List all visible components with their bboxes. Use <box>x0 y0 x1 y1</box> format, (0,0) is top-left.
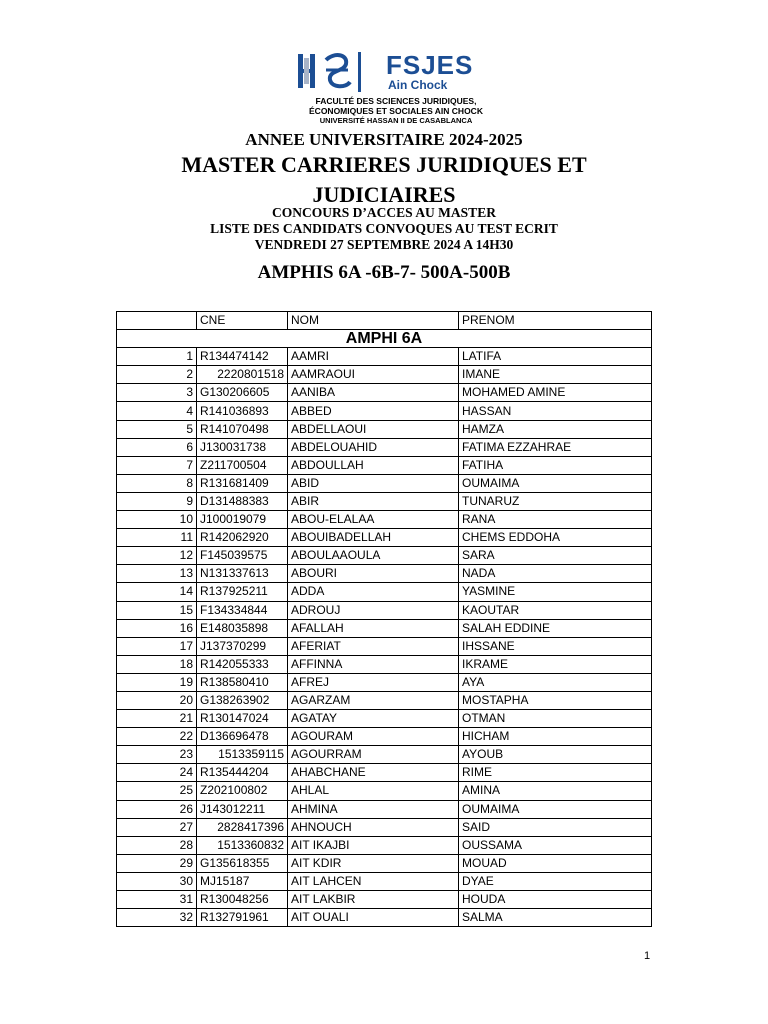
cell-number: 18 <box>117 655 197 673</box>
cell-cne: R141036893 <box>197 402 288 420</box>
table-row <box>117 836 652 854</box>
cell-prenom: DYAE <box>459 872 652 890</box>
column-header-prenom: PRENOM <box>459 312 652 330</box>
cell-prenom: HICHAM <box>459 728 652 746</box>
logo-line-3: UNIVERSITÉ HASSAN II DE CASABLANCA <box>319 116 473 125</box>
table-row <box>117 872 652 890</box>
cell-nom: ABIR <box>288 492 459 510</box>
cell-nom: ABDELOUAHID <box>288 438 459 456</box>
table-row <box>117 456 652 474</box>
cell-number: 6 <box>117 438 197 456</box>
table-row <box>117 800 652 818</box>
cell-prenom: OTMAN <box>459 710 652 728</box>
cell-cne: R137925211 <box>197 583 288 601</box>
cell-prenom: AYA <box>459 673 652 691</box>
table-row <box>117 710 652 728</box>
cell-cne: 1513359115 <box>197 746 288 764</box>
cell-nom: AGOURRAM <box>288 746 459 764</box>
cell-cne: R134474142 <box>197 348 288 366</box>
table-row <box>117 384 652 402</box>
cell-prenom: KAOUTAR <box>459 601 652 619</box>
cell-cne: R142062920 <box>197 529 288 547</box>
cell-prenom: RIME <box>459 764 652 782</box>
cell-nom: AHMINA <box>288 800 459 818</box>
logo-acronym: FSJES <box>386 50 474 80</box>
cell-number: 12 <box>117 547 197 565</box>
cell-prenom: RANA <box>459 511 652 529</box>
cell-number: 23 <box>117 746 197 764</box>
section-row <box>117 330 652 348</box>
cell-nom: AIT LAKBIR <box>288 891 459 909</box>
table-row <box>117 673 652 691</box>
cell-prenom: LATIFA <box>459 348 652 366</box>
table-row <box>117 891 652 909</box>
concours-heading: CONCOURS D’ACCES AU MASTER <box>272 205 496 220</box>
cell-cne: R130147024 <box>197 710 288 728</box>
cell-prenom: AYOUB <box>459 746 652 764</box>
cell-nom: AFALLAH <box>288 619 459 637</box>
cell-number: 32 <box>117 909 197 927</box>
cell-nom: ADDA <box>288 583 459 601</box>
cell-number: 19 <box>117 673 197 691</box>
academic-year: ANNEE UNIVERSITAIRE 2024-2025 <box>245 130 523 149</box>
cell-prenom: MOSTAPHA <box>459 691 652 709</box>
column-header-nom: NOM <box>288 312 459 330</box>
logo-line-2: ÉCONOMIQUES ET SOCIALES AIN CHOCK <box>309 106 483 116</box>
column-header-cne: CNE <box>197 312 288 330</box>
cell-nom: AIT KDIR <box>288 854 459 872</box>
cell-prenom: MOUAD <box>459 854 652 872</box>
cell-nom: AIT OUALI <box>288 909 459 927</box>
cell-cne: J137370299 <box>197 637 288 655</box>
cell-number: 26 <box>117 800 197 818</box>
cell-nom: AFREJ <box>288 673 459 691</box>
master-title-line-2: JUDICIAIRES <box>312 182 456 207</box>
cell-number: 14 <box>117 583 197 601</box>
table-row <box>117 637 652 655</box>
cell-prenom: IKRAME <box>459 655 652 673</box>
cell-nom: AFFINNA <box>288 655 459 673</box>
cell-nom: ABDELLAOUI <box>288 420 459 438</box>
table-row <box>117 492 652 510</box>
logo-faculty-name <box>286 96 506 126</box>
cell-number: 21 <box>117 710 197 728</box>
cell-nom: ABBED <box>288 402 459 420</box>
cell-cne: Z211700504 <box>197 456 288 474</box>
master-title-line-1: MASTER CARRIERES JURIDIQUES ET <box>181 152 587 177</box>
cell-nom: AIT LAHCEN <box>288 872 459 890</box>
list-heading: LISTE DES CANDIDATS CONVOQUES AU TEST ECRIT <box>210 221 558 236</box>
table-row <box>117 655 652 673</box>
cell-nom: AFERIAT <box>288 637 459 655</box>
logo-campus: Ain Chock <box>388 78 448 92</box>
cell-prenom: SAID <box>459 818 652 836</box>
cell-prenom: SALMA <box>459 909 652 927</box>
cell-cne: 1513360832 <box>197 836 288 854</box>
table-row <box>117 601 652 619</box>
cell-prenom: FATIMA EZZAHRAE <box>459 438 652 456</box>
cell-cne: F134334844 <box>197 601 288 619</box>
table-row <box>117 474 652 492</box>
cell-cne: 2220801518 <box>197 366 288 384</box>
cell-cne: E148035898 <box>197 619 288 637</box>
cell-cne: Z202100802 <box>197 782 288 800</box>
table-header-row <box>117 312 652 330</box>
cell-nom: AGARZAM <box>288 691 459 709</box>
cell-nom: ABDOULLAH <box>288 456 459 474</box>
cell-nom: ADROUJ <box>288 601 459 619</box>
cell-prenom: OUMAIMA <box>459 800 652 818</box>
cell-cne: R135444204 <box>197 764 288 782</box>
cell-cne: R132791961 <box>197 909 288 927</box>
cell-cne: R138580410 <box>197 673 288 691</box>
cell-prenom: OUMAIMA <box>459 474 652 492</box>
cell-nom: ABID <box>288 474 459 492</box>
cell-prenom: HASSAN <box>459 402 652 420</box>
cell-cne: R131681409 <box>197 474 288 492</box>
cell-number: 15 <box>117 601 197 619</box>
cell-number: 27 <box>117 818 197 836</box>
cell-number: 4 <box>117 402 197 420</box>
cell-nom: ABOUIBADELLAH <box>288 529 459 547</box>
cell-number: 9 <box>117 492 197 510</box>
table-row <box>117 854 652 872</box>
cell-prenom: CHEMS EDDOHA <box>459 529 652 547</box>
table-row <box>117 420 652 438</box>
exam-info <box>0 205 768 253</box>
cell-nom: AHABCHANE <box>288 764 459 782</box>
table-row <box>117 782 652 800</box>
column-header-number <box>117 312 197 330</box>
cell-number: 31 <box>117 891 197 909</box>
cell-prenom: TUNARUZ <box>459 492 652 510</box>
cell-cne: R130048256 <box>197 891 288 909</box>
cell-nom: ABOULAAOULA <box>288 547 459 565</box>
cell-nom: AHNOUCH <box>288 818 459 836</box>
cell-number: 2 <box>117 366 197 384</box>
table-row <box>117 402 652 420</box>
cell-nom: AGOURAM <box>288 728 459 746</box>
cell-nom: AAMRI <box>288 348 459 366</box>
candidates-table <box>116 311 652 927</box>
table-row <box>117 619 652 637</box>
cell-prenom: FATIHA <box>459 456 652 474</box>
cell-number: 5 <box>117 420 197 438</box>
cell-number: 30 <box>117 872 197 890</box>
cell-cne: J130031738 <box>197 438 288 456</box>
exam-date: VENDREDI 27 SEPTEMBRE 2024 A 14H30 <box>254 237 514 252</box>
table-row <box>117 728 652 746</box>
cell-cne: 2828417396 <box>197 818 288 836</box>
cell-number: 11 <box>117 529 197 547</box>
cell-cne: G135618355 <box>197 854 288 872</box>
cell-prenom: IHSSANE <box>459 637 652 655</box>
cell-number: 28 <box>117 836 197 854</box>
amphis-heading: AMPHIS 6A -6B-7- 500A-500B <box>257 262 511 283</box>
table-row <box>117 529 652 547</box>
cell-cne: J100019079 <box>197 511 288 529</box>
table-row <box>117 348 652 366</box>
cell-prenom: AMINA <box>459 782 652 800</box>
cell-cne: D136696478 <box>197 728 288 746</box>
table-row <box>117 511 652 529</box>
cell-number: 3 <box>117 384 197 402</box>
cell-number: 29 <box>117 854 197 872</box>
cell-number: 8 <box>117 474 197 492</box>
cell-number: 16 <box>117 619 197 637</box>
cell-prenom: SALAH EDDINE <box>459 619 652 637</box>
cell-nom: ABOU-ELALAA <box>288 511 459 529</box>
cell-nom: AIT IKAJBI <box>288 836 459 854</box>
cell-prenom: IMANE <box>459 366 652 384</box>
cell-number: 25 <box>117 782 197 800</box>
cell-prenom: HAMZA <box>459 420 652 438</box>
table-row <box>117 438 652 456</box>
table-row <box>117 547 652 565</box>
page-number: 1 <box>644 950 651 962</box>
cell-cne: D131488383 <box>197 492 288 510</box>
cell-number: 7 <box>117 456 197 474</box>
cell-prenom: MOHAMED AMINE <box>459 384 652 402</box>
cell-prenom: OUSSAMA <box>459 836 652 854</box>
cell-cne: MJ15187 <box>197 872 288 890</box>
table-row <box>117 818 652 836</box>
table-row <box>117 909 652 927</box>
cell-prenom: SARA <box>459 547 652 565</box>
master-title <box>0 150 768 210</box>
table-row <box>117 565 652 583</box>
cell-number: 22 <box>117 728 197 746</box>
cell-cne: N131337613 <box>197 565 288 583</box>
table-row <box>117 764 652 782</box>
table-row <box>117 746 652 764</box>
cell-cne: R141070498 <box>197 420 288 438</box>
logo-line-1: FACULTÉ DES SCIENCES JURIDIQUES, <box>315 96 477 106</box>
cell-number: 24 <box>117 764 197 782</box>
cell-nom: ABOURI <box>288 565 459 583</box>
cell-number: 13 <box>117 565 197 583</box>
cell-cne: G130206605 <box>197 384 288 402</box>
university-emblem-icon <box>296 50 376 94</box>
table-row <box>117 583 652 601</box>
cell-nom: AHLAL <box>288 782 459 800</box>
cell-number: 10 <box>117 511 197 529</box>
cell-cne: F145039575 <box>197 547 288 565</box>
cell-prenom: NADA <box>459 565 652 583</box>
table-row <box>117 366 652 384</box>
cell-prenom: HOUDA <box>459 891 652 909</box>
section-title: AMPHI 6A <box>117 330 652 348</box>
cell-cne: J143012211 <box>197 800 288 818</box>
cell-nom: AGATAY <box>288 710 459 728</box>
cell-cne: R142055333 <box>197 655 288 673</box>
cell-nom: AAMRAOUI <box>288 366 459 384</box>
cell-number: 20 <box>117 691 197 709</box>
table-row <box>117 691 652 709</box>
cell-cne: G138263902 <box>197 691 288 709</box>
cell-prenom: YASMINE <box>459 583 652 601</box>
cell-number: 1 <box>117 348 197 366</box>
cell-nom: AANIBA <box>288 384 459 402</box>
cell-number: 17 <box>117 637 197 655</box>
